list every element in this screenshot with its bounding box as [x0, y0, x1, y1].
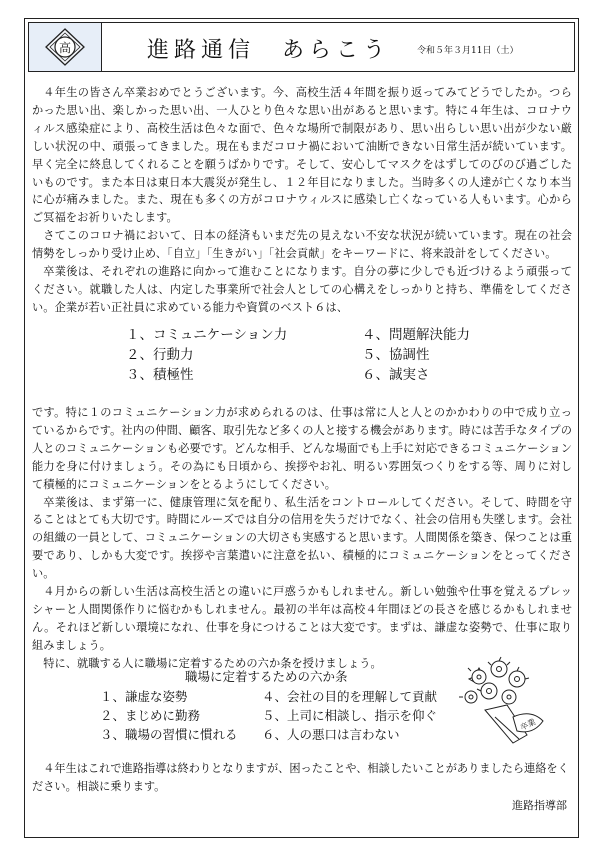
issue-date: 令和５年３月11日（土）: [417, 46, 519, 56]
closing-text: [32, 760, 572, 796]
newsletter-title: 進路通信 あらこう: [147, 38, 391, 63]
paragraph-health: 卒業後は、まず第一に、健康管理に気を配り、私生活をコントロールしてください。そして、時間を守ることはとても大切です。時間にルーズでは自分の信用を失うだけでなく、社会の信用も失墜します。会社の組織の一員として、コミュニケーションの大切さも実感すると思います。人間関係を築き、保つことは重要であり、しかも大変です。挨拶や言葉遣いに注意を払い、積極的にコミュニケーションをとってください。: [32, 495, 573, 581]
paragraph-congratulations: ４年生の皆さん卒業おめでとうございます。今、高校生活４年間を振り返ってみてどうでしたか。つらかった思い出、楽しかった思い出、一人ひとり色々な思い出があると思います。特に４年生は、コロナウィルス感染症により、高校生活は色々な面で、色々な場所で制限があり、思い出らしい思い出が少ない厳しい状況の中、頑張ってきました。現在もまだコロナ禍において油断できない日常生活が続いています。早く完全に終息してくれることを願うばかりです。そして、安心してマスクをはずしてのびのび過ごしたいものです。また本日は東日本大震災が発生し、１２年目になりました。当時多くの人達が亡くなり本当に心が痛みました。また、現在も多くの方がコロナウィルスに感染し亡くなっている人もいます。心から ご冥福をお祈りいたします。: [32, 86, 572, 225]
main-text: [32, 404, 572, 673]
paragraph-communication: です。特に１のコミュニケーション力が求められるのは、仕事は常に人と人とのかかわりの中で成り立っているからです。社内の仲間、顧客、取引先など多くの人と接する機会があります。時には苦手なタイプの人とのコミュニケーションも必要です。どんな相手、どんな場面でも上手に対応できるコミュニケーション能力を身に付けましょう。その為にも日頃から、挨拶やお礼、明るい雰囲気つくりをする等、周りに対して積極的にコミュニケーションをとるようにしてください。: [32, 406, 572, 491]
ribbon-text: 卒業: [518, 717, 538, 733]
school-emblem-icon: [44, 28, 86, 66]
rule-item: ６、人の悪口は言わない: [262, 727, 400, 742]
rule-item: ５、上司に相談し、指示を仰ぐ: [262, 708, 438, 723]
quality-item: ２、行動力: [126, 347, 194, 363]
signature: 進路指導部: [512, 799, 567, 812]
rule-item: １、謙虚な姿勢: [100, 689, 188, 704]
quality-item: ４、問題解決能力: [362, 327, 470, 343]
newsletter-header: [28, 22, 575, 72]
paragraph-economy: さてこのコロナ禍において、日本の経済もいまだ先の見えない不安な状況が続いています。現在の社会情勢をしっかり受け止め、「自立」「生きがい」「社会貢献」をキーワードに、将来設計をしてください。: [32, 229, 572, 261]
quality-item: １、コミュニケーション力: [126, 327, 288, 343]
rule-item: ４、会社の目的を理解して貢献: [262, 689, 438, 704]
rule-item: ３、職場の習慣に慣れる: [100, 727, 238, 742]
paragraph-closing: ４年生はこれで進路指導は終わりとなりますが、困ったことや、相談したいことがありましたら連絡をください。相談に乗ります。: [32, 762, 569, 793]
quality-item: ３、積極性: [126, 367, 194, 383]
paragraph-new-life: ４月からの新しい生活は高校生活との違いに戸惑うかもしれません。新しい勉強や仕事を覚えるプレッシャーと人間関係作りに悩むかもしれません。最初の半年は高校４年間ほどの長さを感じるかもしれません。それほど新しい環境になれ、仕事を身につけることは大変です。まずは、謙虚な姿勢で、仕事に取り組みましょう。: [32, 585, 572, 652]
paragraph-after-graduation: 卒業後は、それぞれの進路に向かって進むことになります。自分の夢に少しでも近づけるよう頑張ってください。就職した人は、内定した事業所で社会人としての心構えをしっかりと持ち、準備をしてください。企業が若い正社員に求めている能力や資質のベスト６は、: [32, 265, 572, 314]
emblem-char: 高: [58, 41, 72, 55]
rule-item: ２、まじめに勤務: [100, 708, 201, 723]
quality-item: ５、協調性: [362, 347, 430, 363]
six-rules-title: 職場に定着するための六か条: [185, 669, 348, 684]
paragraph-six-rules-intro: 特に、就職する人に職場に定着するための六か条を授けましょう。: [43, 656, 382, 670]
flower-bouquet-icon: [455, 655, 555, 750]
intro-text: [32, 84, 572, 317]
quality-item: ６、誠実さ: [362, 367, 430, 383]
logo-cell: [29, 23, 102, 71]
